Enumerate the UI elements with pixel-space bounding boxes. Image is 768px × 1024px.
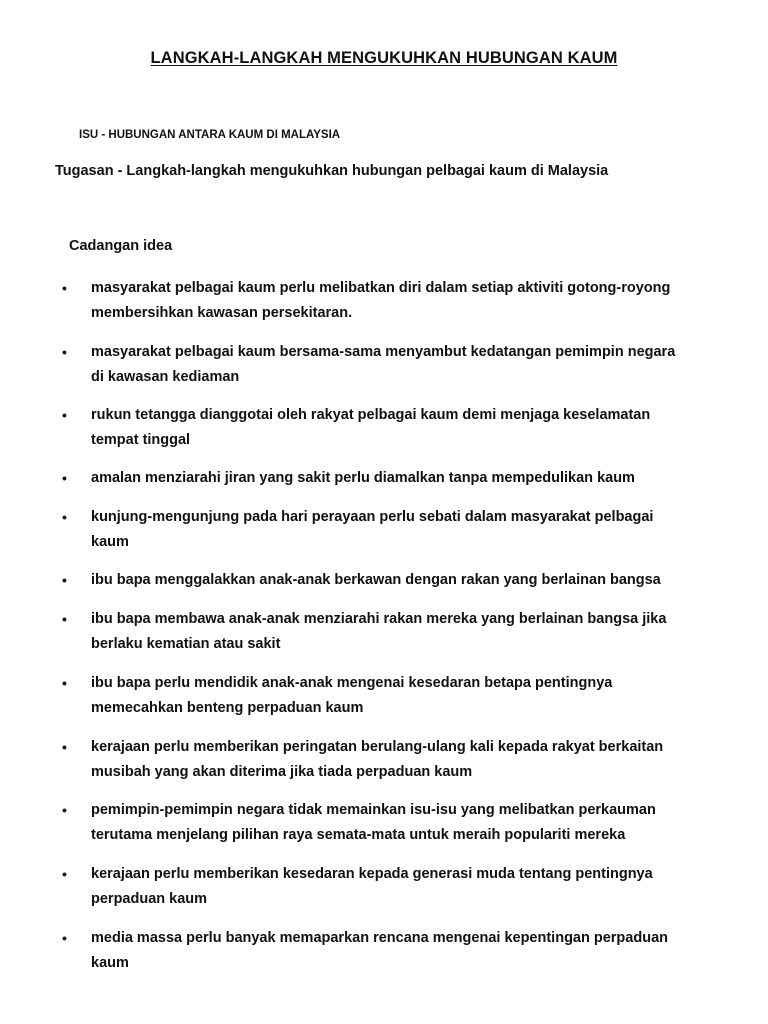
list-item-line: kunjung-mengunjung pada hari perayaan perlu sebati dalam masyarakat pelbagai	[91, 509, 654, 525]
list-item-line: kaum	[91, 955, 129, 971]
list-item	[62, 568, 722, 593]
list-item	[62, 798, 722, 848]
list-item-text	[91, 340, 731, 390]
list-item	[62, 607, 722, 657]
list-item-line: kerajaan perlu memberikan peringatan berulang-ulang kali kepada rakyat berkaitan	[91, 739, 664, 755]
list-item-line: kaum	[91, 534, 129, 550]
ideas-heading: Cadangan idea	[69, 238, 173, 254]
list-item-line: ibu bapa membawa anak-anak menziarahi rakan mereka yang berlainan bangsa jika	[91, 611, 667, 627]
list-item-line: tempat tinggal	[91, 432, 191, 448]
list-item-text	[91, 607, 731, 657]
list-item	[62, 671, 722, 721]
list-item-text	[91, 798, 731, 848]
bullet-icon: •	[62, 470, 67, 486]
list-item-line: masyarakat pelbagai kaum perlu melibatkan diri dalam setiap aktiviti gotong-royong	[91, 280, 671, 296]
list-item-text	[91, 735, 731, 785]
list-item	[62, 340, 722, 390]
bullet-icon: •	[62, 280, 67, 296]
list-item-line: media massa perlu banyak memaparkan rencana mengenai kepentingan perpaduan	[91, 930, 668, 946]
list-item-text	[91, 568, 731, 593]
issue-line: ISU - HUBUNGAN ANTARA KAUM DI MALAYSIA	[79, 129, 341, 141]
bullet-icon: •	[62, 866, 67, 882]
list-item-text	[91, 403, 731, 453]
list-item-line: memecahkan benteng perpaduan kaum	[91, 700, 364, 716]
bullet-icon: •	[62, 675, 67, 691]
list-item-line: musibah yang akan diterima jika tiada perpaduan kaum	[91, 764, 473, 780]
list-item	[62, 466, 722, 491]
list-item-line: ibu bapa menggalakkan anak-anak berkawan dengan rakan yang berlainan bangsa	[91, 572, 661, 588]
list-item-line: amalan menziarahi jiran yang sakit perlu diamalkan tanpa mempedulikan kaum	[91, 470, 635, 486]
list-item-line: berlaku kematian atau sakit	[91, 636, 281, 652]
list-item-text	[91, 862, 731, 912]
list-item-line: membersihkan kawasan persekitaran.	[91, 305, 353, 321]
list-item-line: masyarakat pelbagai kaum bersama-sama menyambut kedatangan pemimpin negara	[91, 344, 676, 360]
bullet-icon: •	[62, 739, 67, 755]
list-item	[62, 403, 722, 453]
list-item	[62, 276, 722, 326]
list-item	[62, 735, 722, 785]
list-item-text	[91, 505, 731, 555]
bullet-icon: •	[62, 572, 67, 588]
list-item-line: perpaduan kaum	[91, 891, 208, 907]
list-item	[62, 862, 722, 912]
document-title: LANGKAH-LANGKAH MENGUKUHKAN HUBUNGAN KAUM	[150, 49, 618, 67]
list-item-line: rukun tetangga dianggotai oleh rakyat pelbagai kaum demi menjaga keselamatan	[91, 407, 651, 423]
list-item-text	[91, 926, 731, 976]
list-item-line: kerajaan perlu memberikan kesedaran kepada generasi muda tentang pentingnya	[91, 866, 653, 882]
bullet-icon: •	[62, 802, 67, 818]
bullet-icon: •	[62, 407, 67, 423]
list-item-line: di kawasan kediaman	[91, 369, 240, 385]
list-item	[62, 926, 722, 976]
list-item-line: ibu bapa perlu mendidik anak-anak mengenai kesedaran betapa pentingnya	[91, 675, 613, 691]
list-item-text	[91, 671, 731, 721]
bullet-icon: •	[62, 344, 67, 360]
list-item-text	[91, 276, 731, 326]
list-item-line: pemimpin-pemimpin negara tidak memainkan isu-isu yang melibatkan perkauman	[91, 802, 656, 818]
list-item-line: terutama menjelang pilihan raya semata-mata untuk meraih populariti mereka	[91, 827, 626, 843]
bullet-icon: •	[62, 611, 67, 627]
task-line: Tugasan - Langkah-langkah mengukuhkan hubungan pelbagai kaum di Malaysia	[55, 163, 609, 179]
list-item-text	[91, 466, 731, 491]
bullet-icon: •	[62, 509, 67, 525]
bullet-icon: •	[62, 930, 67, 946]
list-item	[62, 505, 722, 555]
